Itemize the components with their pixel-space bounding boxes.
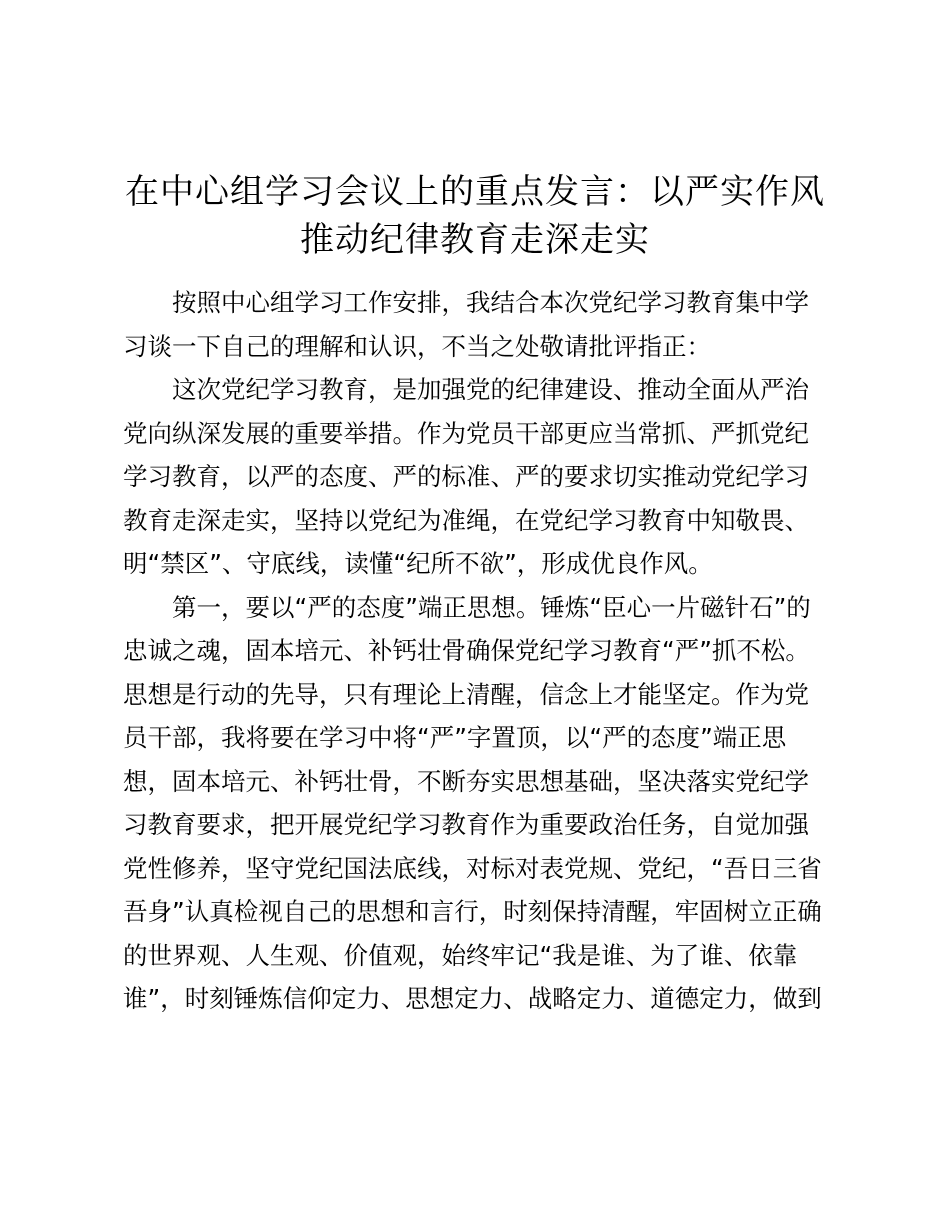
paragraph-line: 的世界观、人生观、价值观，始终牢记“我是谁、为了谁、依靠: [123, 941, 798, 970]
document-title-line-1: 在中心组学习会议上的重点发言：以严实作风: [125, 172, 825, 212]
paragraph-line: 忠诚之魂，固本培元、补钙壮骨确保党纪学习教育“严”抓不松。: [123, 636, 810, 665]
paragraph-line: 这次党纪学习教育，是加强党的纪律建设、推动全面从严治: [172, 375, 809, 404]
paragraph-line: 想，固本培元、补钙壮骨，不断夯实思想基础，坚决落实党纪学: [123, 767, 809, 796]
paragraph-line: 学习教育，以严的态度、严的标准、严的要求切实推动党纪学习: [123, 462, 809, 491]
paragraph-line: 思想是行动的先导，只有理论上清醒，信念上才能坚定。作为党: [123, 680, 809, 709]
paragraph-line: 党性修养，坚守党纪国法底线，对标对表党规、党纪，“吾日三省: [123, 854, 822, 883]
paragraph-line: 习教育要求，把开展党纪学习教育作为重要政治任务，自觉加强: [123, 810, 809, 839]
paragraph-line: 党向纵深发展的重要举措。作为党员干部更应当常抓、严抓党纪: [123, 419, 809, 448]
paragraph-line: 第一，要以“严的态度”端正思想。锤炼“臣心一片磁针石”的: [172, 593, 811, 622]
paragraph-line: 员干部，我将要在学习中将“严”字置顶，以“严的态度”端正思: [123, 723, 787, 752]
paragraph-line: 吾身”认真检视自己的思想和言行，时刻保持清醒，牢固树立正确: [123, 897, 822, 926]
paragraph-line: 按照中心组学习工作安排，我结合本次党纪学习教育集中学: [172, 288, 809, 317]
paragraph-line: 教育走深走实，坚持以党纪为准绳，在党纪学习教育中知敬畏、: [123, 506, 809, 535]
paragraph-line: 习谈一下自己的理解和认识，不当之处敬请批评指正：: [123, 332, 711, 361]
document-title-line-2: 推动纪律教育走深走实: [300, 220, 650, 260]
paragraph-line: 明“禁区”、守底线，读懂“纪所不欲”，形成优良作风。: [123, 549, 713, 578]
paragraph-line: 谁”，时刻锤炼信仰定力、思想定力、战略定力、道德定力，做到: [123, 984, 822, 1013]
